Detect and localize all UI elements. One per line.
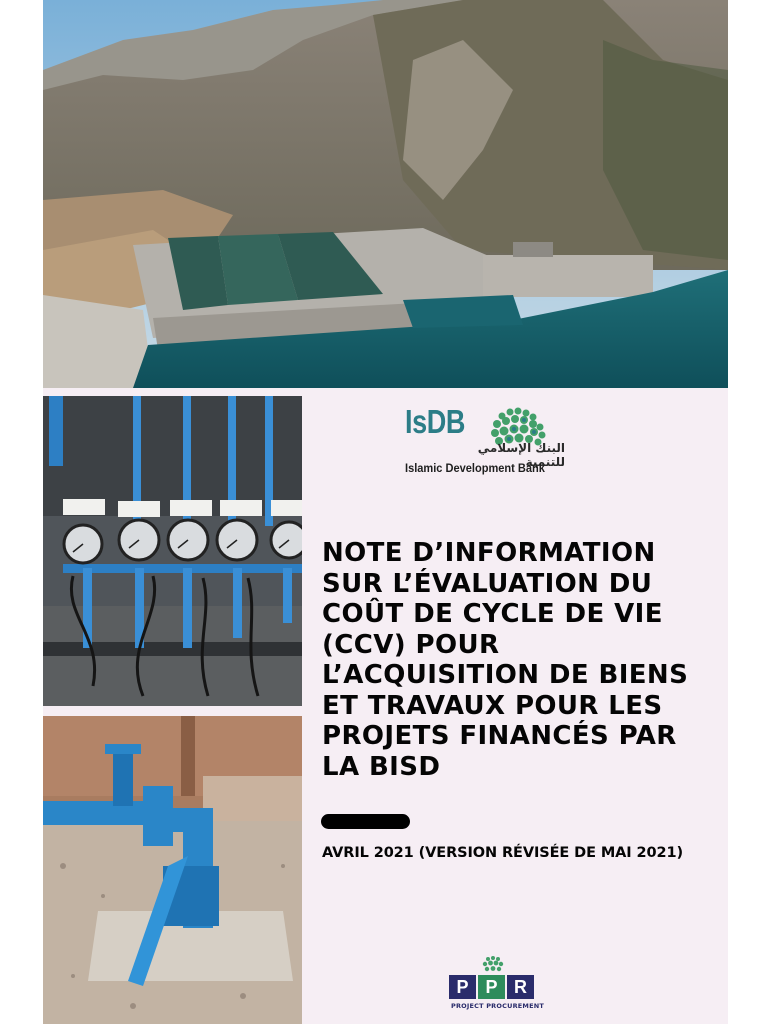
ppr-letter-3: R [507,975,534,999]
pressure-gauges-photo [43,396,302,706]
ppr-logo [449,955,544,1013]
isdb-english-name: Islamic Development Bank [405,461,545,475]
ppr-globe-icon [480,955,506,973]
ppr-letter-2: P [478,975,505,999]
water-pipe-photo [43,716,302,1024]
dam-photo [43,0,728,388]
isdb-logo [405,403,565,479]
isdb-arabic-name: البنك الإسلامي للتنمية [477,441,565,469]
document-date: AVRIL 2021 (VERSION RÉVISÉE DE MAI 2021) [322,845,684,861]
isdb-wordmark: IsDB [405,403,466,440]
ppr-letter-1: P [449,975,476,999]
document-title: NOTE D’INFORMATION SUR L’ÉVALUATION DU COÛT DE CYCLE DE VIE (CCV) POUR L’ACQUISITION DE BIENS ET TRAVAUX POUR LES PROJETS FINANCÉS PAR LA BISD [322,538,689,782]
ppr-subtitle: PROJECT PROCUREMENT [451,1002,544,1010]
title-divider [321,814,410,829]
